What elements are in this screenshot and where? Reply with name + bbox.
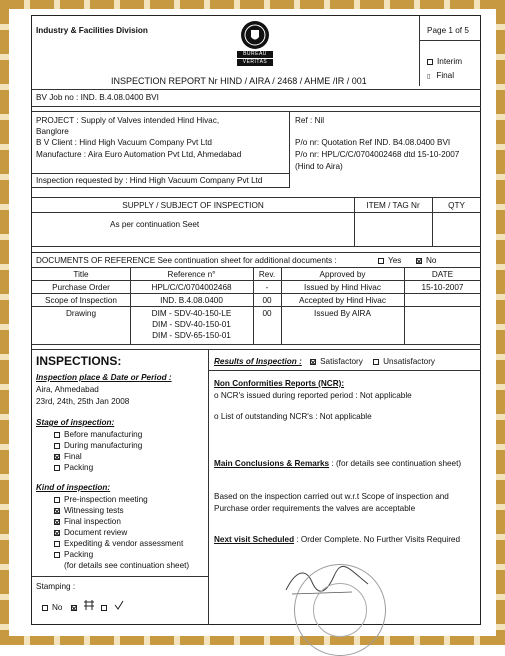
stamping-no-label: No: [52, 603, 63, 612]
stage-final-checkbox[interactable]: [54, 454, 60, 460]
unsatisfactory-option[interactable]: [373, 357, 435, 366]
cell-rev: 00: [262, 296, 272, 305]
inspection-dates: 23rd, 24th, 25th Jan 2008: [36, 397, 130, 406]
kind-final-inspection[interactable]: [54, 517, 121, 526]
decorative-border-right: [496, 0, 505, 645]
stamping-options: [42, 600, 124, 612]
stage-during-manufacturing[interactable]: [54, 441, 142, 450]
kind-note: (for details see continuation sheet): [64, 561, 190, 570]
item-tag-heading: ITEM / TAG Nr: [366, 201, 420, 210]
documents-no-option[interactable]: [416, 256, 436, 265]
po-number-2: P/o nr: HPL/C/C/0704002468 dtd 15-10-2007: [295, 150, 460, 159]
kind-document-review-checkbox[interactable]: [54, 530, 60, 536]
conclusions-suffix: : (for details see continuation sheet): [331, 459, 462, 468]
satisfactory-option[interactable]: [310, 357, 363, 366]
satisfactory-checkbox[interactable]: [310, 359, 316, 365]
kind-of-inspection-label: Kind of inspection:: [36, 483, 111, 492]
division-title: Industry & Facilities Division: [36, 26, 148, 35]
stage-label: Before manufacturing: [64, 430, 143, 439]
cell-rev: -: [265, 283, 269, 292]
supply-body: As per continuation Seet: [110, 220, 200, 229]
interim-checkbox[interactable]: [427, 59, 433, 65]
conclusions-heading-line: [214, 458, 476, 469]
cell-title: Drawing: [65, 309, 97, 318]
supply-heading: SUPPLY / SUBJECT OF INSPECTION: [122, 201, 264, 210]
stage-before-manufacturing[interactable]: [54, 430, 142, 439]
cell-approved: Issued By AIRA: [314, 309, 371, 318]
po-number-3: (Hind to Aira): [295, 162, 343, 171]
stamping-label: Stamping :: [36, 582, 76, 591]
ncr-outstanding: o List of outstanding NCR's : Not applicable: [214, 412, 372, 421]
kind-label: Pre-inspection meeting: [64, 495, 148, 504]
stage-label: During manufacturing: [64, 441, 143, 450]
ncr-issued: o NCR's issued during reported period : Not applicable: [214, 391, 412, 400]
next-visit-heading: Next visit Scheduled: [214, 535, 295, 544]
cell-title: Purchase Order: [52, 283, 110, 292]
next-visit-text: : Order Complete. No Further Visits Required: [296, 535, 461, 544]
stamp-inner-ring: [313, 583, 367, 637]
report-title: INSPECTION REPORT Nr HIND / AIRA / 2468 / AHME /IR / 001: [111, 76, 367, 86]
stage-during-checkbox[interactable]: [54, 443, 60, 449]
stage-label: Final: [64, 452, 82, 461]
unsatisfactory-checkbox[interactable]: [373, 359, 379, 365]
column-header-approved: Approved by: [319, 270, 366, 279]
inspection-place-label: Inspection place & Date or Period :: [36, 373, 172, 382]
project-line-2: Banglore: [36, 127, 69, 136]
page-number: Page 1 of 5: [427, 26, 469, 35]
po-number-1: P/o nr: Quotation Ref IND. B4.08.0400 BVI: [295, 138, 451, 147]
stamping-check-icon: [114, 603, 124, 612]
documents-yes-label: Yes: [388, 256, 402, 265]
kind-witnessing-checkbox[interactable]: [54, 508, 60, 514]
stage-final[interactable]: [54, 452, 82, 461]
kind-document-review[interactable]: [54, 528, 127, 537]
company-stamp: [294, 564, 386, 656]
kind-expediting[interactable]: [54, 539, 183, 548]
cell-reference: DIM - SDV-40-150-01: [152, 320, 231, 329]
final-option[interactable]: [427, 71, 454, 80]
kind-final-inspection-checkbox[interactable]: [54, 519, 60, 525]
documents-yes-option[interactable]: [378, 256, 401, 265]
logo-wordmark-2: VERITAS: [237, 59, 273, 66]
conclusions-heading: Main Conclusions & Remarks: [214, 459, 330, 468]
stage-before-checkbox[interactable]: [54, 432, 60, 438]
logo-wordmark: BUREAU: [237, 51, 273, 58]
stamping-no-checkbox[interactable]: [42, 605, 48, 611]
bv-job-number: BV Job no : IND. B.4.08.0400 BVI: [36, 93, 159, 102]
stamping-yes-checkbox[interactable]: [71, 605, 77, 611]
bv-client: B V Client : Hind High Vacuum Company Pvt Ltd: [36, 138, 212, 147]
qty-heading: QTY: [448, 201, 465, 210]
decorative-border-left: [0, 0, 9, 645]
cell-reference: IND. B.4.08.0400: [160, 296, 223, 305]
bureau-veritas-logo: [237, 21, 273, 67]
kind-pre-inspection-meeting[interactable]: [54, 495, 148, 504]
project-line-1: PROJECT : Supply of Valves intended Hind Hivac,: [36, 116, 220, 125]
cell-reference: DIM - SDV-65-150-01: [152, 331, 231, 340]
column-header-reference: Reference n°: [167, 270, 216, 279]
cell-date: 15-10-2007: [421, 283, 464, 292]
cell-reference: DIM - SDV-40-150-LE: [151, 309, 232, 318]
documents-heading: DOCUMENTS OF REFERENCE See continuation sheet for additional documents :: [36, 256, 337, 265]
documents-yes-checkbox[interactable]: [378, 258, 384, 264]
cell-rev: 00: [262, 309, 272, 318]
decorative-border-bottom: [0, 636, 505, 645]
results-label: Results of Inspection :: [214, 357, 302, 366]
stamping-other-checkbox[interactable]: [101, 605, 107, 611]
next-visit-line: [214, 534, 476, 546]
stage-packing[interactable]: [54, 463, 93, 472]
kind-expediting-checkbox[interactable]: [54, 541, 60, 547]
stamping-mark-icon: [83, 603, 97, 612]
conclusions-text: Based on the inspection carried out w.r.t Scope of inspection and Purchase order requirements the valves are acceptable: [214, 492, 449, 513]
column-header-date: DATE: [431, 270, 454, 279]
cell-approved: Accepted by Hind Hivac: [299, 296, 386, 305]
satisfactory-label: Satisfactory: [320, 357, 363, 366]
cell-approved: Issued by Hind Hivac: [304, 283, 381, 292]
logo-seal-icon: [241, 21, 269, 49]
stamping-no-option[interactable]: [42, 603, 62, 612]
interim-label: Interim: [437, 57, 463, 66]
kind-label: Final inspection: [64, 517, 121, 526]
column-header-title: Title: [73, 270, 89, 279]
kind-label: Document review: [64, 528, 128, 537]
reference: Ref : Nil: [295, 116, 325, 125]
results-line: [214, 357, 435, 366]
inspections-heading: INSPECTIONS:: [36, 354, 122, 368]
cell-reference: HPL/C/C/0704002468: [151, 283, 232, 292]
kind-label: Packing: [64, 550, 94, 559]
unsatisfactory-label: Unsatisfactory: [383, 357, 436, 366]
stage-of-inspection-label: Stage of inspection:: [36, 418, 115, 427]
kind-label: Witnessing tests: [64, 506, 124, 515]
inspection-report-document: [31, 15, 481, 625]
ncr-heading: Non Conformities Reports (NCR):: [214, 379, 345, 388]
interim-option[interactable]: [427, 57, 462, 66]
final-marker: ▯: [427, 74, 431, 80]
inspection-place: Aira, Ahmedabad: [36, 385, 99, 394]
kind-label: Expediting & vendor assessment: [64, 539, 184, 548]
stage-packing-checkbox[interactable]: [54, 465, 60, 471]
cell-title: Scope of Inspection: [45, 296, 117, 305]
documents-no-label: No: [426, 256, 437, 265]
column-header-rev: Rev.: [258, 270, 276, 279]
kind-witnessing-tests[interactable]: [54, 506, 124, 515]
decorative-border-top: [0, 0, 505, 9]
kind-packing[interactable]: [54, 550, 93, 559]
requested-by: Inspection requested by : Hind High Vacuum Company Pvt Ltd: [36, 176, 263, 185]
documents-no-checkbox[interactable]: [416, 258, 422, 264]
stage-label: Packing: [64, 463, 94, 472]
kind-pre-inspection-checkbox[interactable]: [54, 497, 60, 503]
kind-packing-checkbox[interactable]: [54, 552, 60, 558]
manufacturer: Manufacture : Aira Euro Automation Pvt Ltd, Ahmedabad: [36, 150, 242, 159]
final-label: Final: [436, 71, 455, 80]
